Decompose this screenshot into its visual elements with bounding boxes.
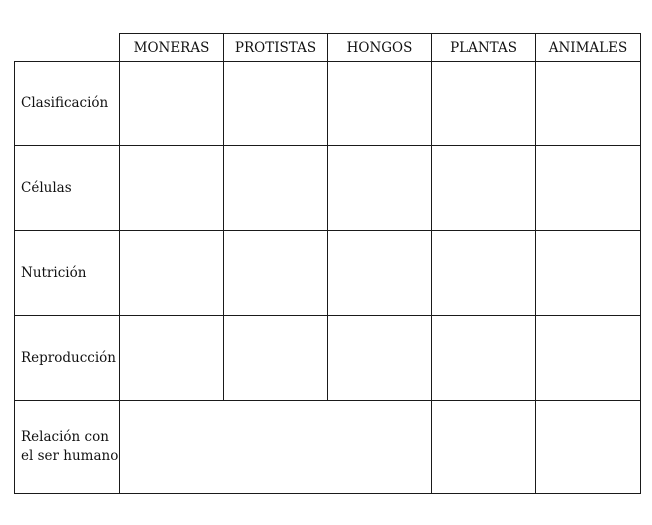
- table-cell: [120, 231, 224, 316]
- table-cell: [536, 146, 641, 231]
- table-row: [15, 401, 641, 494]
- table-cell: [536, 231, 641, 316]
- table-row: [15, 62, 641, 146]
- table-cell: [536, 401, 641, 494]
- col-header-protistas: PROTISTAS: [224, 34, 328, 62]
- table-cell: [328, 62, 432, 146]
- header-row: [15, 34, 641, 62]
- table-cell: [328, 316, 432, 401]
- table-cell: [224, 62, 328, 146]
- table-cell: [432, 401, 536, 494]
- table-cell: [224, 231, 328, 316]
- classification-table: [14, 33, 641, 494]
- col-header-moneras: MONERAS: [120, 34, 224, 62]
- table-cell: [432, 231, 536, 316]
- table-cell: [120, 316, 224, 401]
- row-header-nutricion: Nutrición: [15, 231, 120, 316]
- table-cell: [224, 316, 328, 401]
- col-header-plantas: PLANTAS: [432, 34, 536, 62]
- table-cell: [120, 62, 224, 146]
- col-header-hongos: HONGOS: [328, 34, 432, 62]
- table-cell: [120, 146, 224, 231]
- col-header-animales: ANIMALES: [536, 34, 641, 62]
- table-cell: [224, 146, 328, 231]
- row-header-reproduccion: Reproducción: [15, 316, 120, 401]
- table-cell: [328, 146, 432, 231]
- table-cell: [432, 146, 536, 231]
- row-header-relacion: Relación con el ser humano: [15, 401, 120, 494]
- table-row: [15, 316, 641, 401]
- table-cell: [536, 316, 641, 401]
- table-row: [15, 146, 641, 231]
- row-header-celulas: Células: [15, 146, 120, 231]
- row-header-clasificacion: Clasificación: [15, 62, 120, 146]
- table-cell: [432, 62, 536, 146]
- corner-cell: [15, 34, 120, 62]
- table-row: [15, 231, 641, 316]
- table-cell: [536, 62, 641, 146]
- table-cell-merged: [120, 401, 432, 494]
- table-cell: [328, 231, 432, 316]
- table-cell: [432, 316, 536, 401]
